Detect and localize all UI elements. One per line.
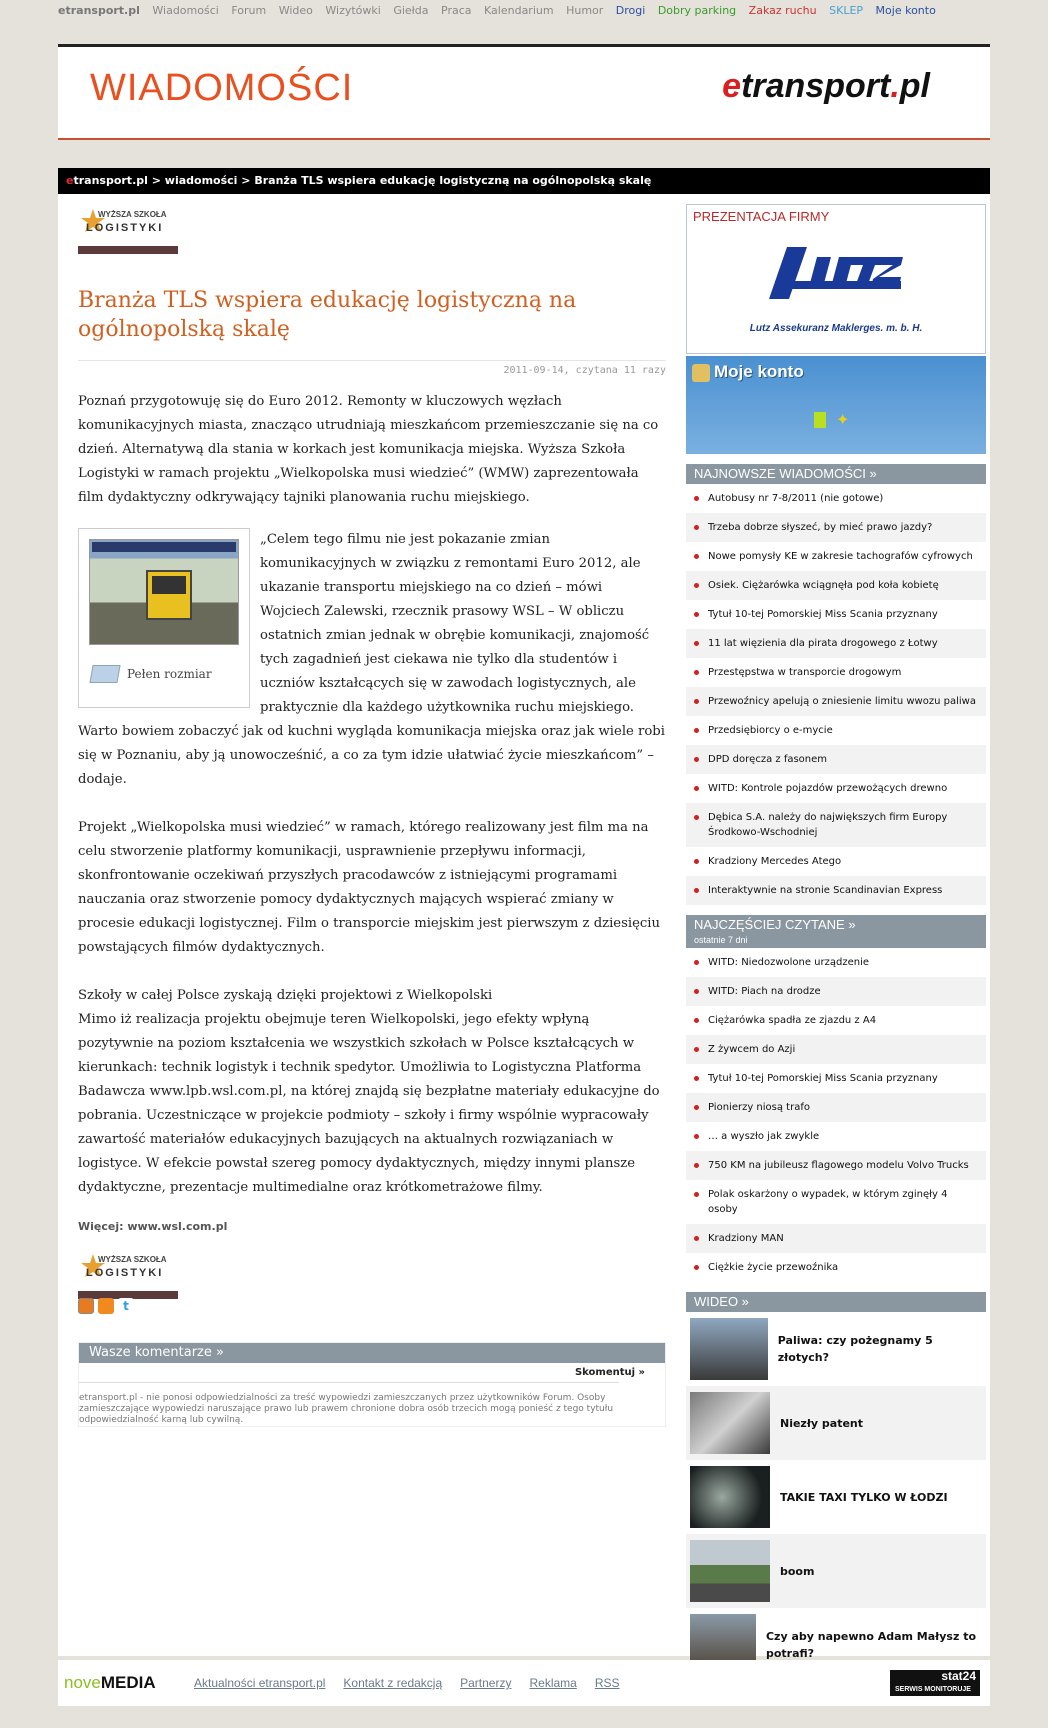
logo-dot: . (890, 67, 900, 105)
list-item[interactable]: Z żywcem do Azji (686, 1035, 986, 1064)
logo-e: e (722, 67, 742, 105)
topnav-humor[interactable]: Humor (566, 4, 604, 17)
list-item[interactable]: 11 lat więzienia dla pirata drogowego z Łotwy (686, 629, 986, 658)
video-item[interactable] (686, 1312, 986, 1386)
twitter-icon[interactable]: t (118, 1298, 134, 1314)
presentation-company: Lutz Assekuranz Maklerges. m. b. H. (749, 323, 923, 334)
enlarge-icon (89, 665, 120, 683)
video-title[interactable]: boom (780, 1564, 815, 1578)
comments-disclaimer: etransport.pl - nie ponosi odpowiedzialności za treść wypowiedzi zamieszczanych przez użytkowników Forum. Osoby zamieszczające wypowiedzi naruszające prawo lub prawem chronione dobra osób trzecich mogą ponieść z tego tytułu odpowiedzialność karną lub cywilną. (79, 1382, 619, 1426)
topnav-dobry-parking[interactable]: Dobry parking (657, 4, 737, 17)
section-title: WIADOMOŚCI (90, 67, 354, 109)
thumb-titlebar (92, 542, 236, 552)
share-icons (78, 1298, 134, 1314)
list-item[interactable]: Kradziony Mercedes Atego (686, 847, 986, 876)
more-url-link[interactable]: www.wsl.com.pl (127, 1220, 228, 1233)
topnav-zakaz-ruchu[interactable]: Zakaz ruchu (748, 4, 817, 17)
breadcrumb-current: Branża TLS wspiera edukację logistyczną na ogólnopolską skalę (254, 174, 652, 187)
video-header[interactable]: WIDEO » (686, 1292, 986, 1312)
video-title[interactable]: Czy aby napewno Adam Małysz to potrafi? (765, 1630, 977, 1660)
newest-news-header[interactable]: NAJNOWSZE WIADOMOŚCI » (686, 464, 986, 484)
bus-image-icon (146, 570, 192, 620)
wsl-logo-bottom[interactable] (78, 1253, 178, 1301)
logo-end: pl (899, 67, 930, 105)
video-item[interactable] (686, 1386, 986, 1460)
lutz-logo-icon (767, 247, 905, 307)
my-account-title: Moje konto (714, 362, 804, 381)
novemedia-logo[interactable] (64, 1673, 194, 1693)
breadcrumb-e: e (66, 174, 74, 187)
site-footer (58, 1660, 990, 1706)
main-content (58, 168, 990, 1660)
article-subhead: Szkoły w całej Polsce zyskają dzięki projektowi z Wielkopolski (78, 988, 493, 1003)
comments-section (78, 1342, 666, 1427)
breadcrumb-sep: > (151, 174, 161, 187)
list-item[interactable]: Interaktywnie na stronie Scandinavian Express (686, 876, 986, 905)
wsl-logo-bar (78, 246, 178, 254)
breadcrumb-section-link[interactable]: wiadomości (164, 174, 238, 187)
article-figure[interactable] (78, 528, 250, 708)
article (78, 208, 666, 1301)
site-header (58, 44, 990, 140)
video-item[interactable] (686, 1534, 986, 1608)
sidebar (686, 204, 986, 1682)
topnav-praca[interactable]: Praca (441, 4, 472, 17)
video-thumbnail[interactable] (690, 1540, 770, 1602)
topnav-brand-link[interactable]: etransport.pl (58, 4, 140, 17)
list-item[interactable]: WITD: Piach na drodze (686, 977, 986, 1006)
topnav-gielda[interactable]: Giełda (393, 4, 429, 17)
article-quote-block (78, 528, 666, 792)
list-item[interactable]: DPD doręcza z fasonem (686, 745, 986, 774)
list-item[interactable]: Trzeba dobrze słyszeć, by mieć prawo jazdy? (686, 513, 986, 542)
most-read-subtitle: ostatnie 7 dni (694, 935, 748, 945)
article-meta: 2011-09-14, czytana 11 razy (78, 360, 666, 376)
article-title: Branża TLS wspiera edukację logistyczną na ogólnopolską skalę (78, 288, 577, 342)
magic-wand-icon[interactable]: ✦ (836, 410, 850, 429)
topnav-moje-konto[interactable]: Moje konto (875, 4, 936, 17)
topnav-wizytowki[interactable]: Wizytówki (325, 4, 381, 17)
list-item[interactable]: Przedsiębiorcy o e-mycie (686, 716, 986, 745)
footer-link-rss[interactable]: RSS (594, 1676, 620, 1690)
full-size-link[interactable] (91, 665, 212, 683)
list-item[interactable]: Pionierzy niosą trafo (686, 1093, 986, 1122)
top-navigation (58, 0, 945, 22)
add-comment-link[interactable]: Skomentuj » (574, 1367, 645, 1378)
footer-link-kontakt[interactable]: Kontakt z redakcją (343, 1676, 443, 1690)
video-title[interactable]: Paliwa: czy pożegnamy 5 złotych? (777, 1334, 933, 1364)
list-item[interactable]: Polak oskarżony o wypadek, w którym zginęły 4 osoby (686, 1180, 986, 1224)
video-item[interactable] (686, 1460, 986, 1534)
footer-link-partnerzy[interactable]: Partnerzy (460, 1676, 512, 1690)
comments-header: Wasze komentarze » (79, 1343, 665, 1363)
wykop-icon[interactable] (78, 1298, 94, 1314)
video-title[interactable]: Niezły patent (780, 1416, 864, 1430)
most-read-title: NAJCZĘŚCIEJ CZYTANE » (694, 917, 856, 932)
list-item[interactable]: 750 KM na jubileusz flagowego modelu Volvo Trucks (686, 1151, 986, 1180)
figure-thumbnail[interactable] (89, 539, 239, 645)
list-item[interactable]: … a wyszło jak zwykle (686, 1122, 986, 1151)
video-title[interactable]: TAKIE TAXI TYLKO W ŁODZI (780, 1490, 948, 1504)
wsl-logo-line1: WYŻSZA SZKOŁA (98, 1255, 167, 1264)
more-info (78, 1220, 666, 1233)
list-item[interactable]: Autobusy nr 7-8/2011 (nie gotowe) (686, 484, 986, 513)
list-item[interactable]: Nowe pomysły KE w zakresie tachografów cyfrowych (686, 542, 986, 571)
breadcrumb-home-link[interactable]: transport.pl (73, 174, 148, 187)
wsl-logo-line1: WYŻSZA SZKOŁA (98, 210, 167, 219)
stat24-sub: SERWIS MONITORUJE (895, 1686, 971, 1693)
article-lead: Poznań przygotowuję się do Euro 2012. Remonty w kluczowych węzłach komunikacyjnych miasta, znacząco utrudniają mieszkańcom przemieszczanie się na co dzień. Alternatywą dla stania w korkach jest komunikacja miejska. Wyższa Szkoła Logistyki w ramach projektu „Wielkopolska musi wiedzieć” (WMW) zaprezentowała film dydaktyczny odkrywający tajniki planowania ruchu miejskiego. (78, 394, 659, 505)
list-item[interactable]: Tytuł 10-tej Pomorskiej Miss Scania przyznany (686, 600, 986, 629)
company-presentation[interactable] (686, 204, 986, 354)
key-icon[interactable] (814, 412, 826, 428)
rss-icon[interactable] (98, 1298, 114, 1314)
list-item[interactable]: Tytuł 10-tej Pomorskiej Miss Scania przyznany (686, 1064, 986, 1093)
footer-link-aktualnosci[interactable]: Aktualności etransport.pl (194, 1676, 326, 1690)
most-read-list (686, 948, 986, 1282)
list-item[interactable]: Przestępstwa w transporcie drogowym (686, 658, 986, 687)
list-item[interactable]: Ciężarówka spadła ze zjazdu z A4 (686, 1006, 986, 1035)
novemedia-logo-a: nove (64, 1673, 101, 1692)
most-read-header[interactable] (686, 915, 986, 948)
list-item[interactable]: Dębica S.A. należy do największych firm Europy Środkowo-Wschodniej (686, 803, 986, 847)
newest-news-list (686, 484, 986, 905)
topnav-sklep[interactable]: SKLEP (829, 4, 864, 17)
breadcrumb-sep: > (241, 174, 251, 187)
wsl-logo-line2: LOGISTYKI (86, 222, 164, 234)
article-paragraph-2: Projekt „Wielkopolska musi wiedzieć” w ramach, którego realizowany jest film ma na celu stworzenie platformy komunikacji, usprawnienie przepływu informacji, skonfrontowanie oczekiwań przyszłych pracodawców z istniejącymi programami nauczania oraz stworzenie pomocy dydaktycznych mających wspierać zmiany w procesie edukacji logistycznej. Film o transporcie miejskim jest pierwszym z dziesięciu powstających filmów dydaktycznych. (78, 820, 660, 955)
topnav-kalendarium[interactable]: Kalendarium (484, 4, 554, 17)
list-item[interactable]: WITD: Niedozwolone urządzenie (686, 948, 986, 977)
list-item[interactable]: Kradziony MAN (686, 1224, 986, 1253)
video-thumbnail[interactable] (690, 1392, 770, 1454)
breadcrumb (58, 168, 990, 194)
video-list (686, 1312, 986, 1682)
logo-mid: transport (741, 67, 891, 105)
article-paragraph-3: Mimo iż realizacja projektu obejmuje teren Wielkopolski, jego efekty wpłyną pozytywnie na poziom kształcenia we wszystkich szkołach w Polsce kształcących w kierunkach: technik logistyk i technik spedytor. Umożliwia to Logistyczna Platforma Badawcza www.lpb.wsl.com.pl, na której znajdą się bezpłatne materiały edukacyjne do pobrania. Uczestniczące w projekcie podmioty – szkoły i firmy wspólnie wypracowały zawartość materiałów edukacyjnych bazujących na aktualnych rozwiązaniach w logistyce. W efekcie powstał szereg pomocy dydaktycznych, między innymi plansze dydaktyczne, prezentacje multimedialne oraz krótkometrażowe filmy. (78, 1012, 660, 1195)
video-thumbnail[interactable] (690, 1318, 768, 1380)
topnav-wideo[interactable]: Wideo (278, 4, 313, 17)
wsl-logo-line2: LOGISTYKI (86, 1267, 164, 1279)
video-thumbnail[interactable] (690, 1466, 770, 1528)
my-account-box[interactable] (686, 356, 986, 454)
list-item[interactable]: Ciężkie życie przewoźnika (686, 1253, 986, 1282)
list-item[interactable]: WITD: Kontrole pojazdów przewożących drewno (686, 774, 986, 803)
list-item[interactable]: Osiek. Ciężarówka wciągnęła pod koła kobietę (686, 571, 986, 600)
footer-link-reklama[interactable]: Reklama (529, 1676, 577, 1690)
full-size-label: Pełen rozmiar (127, 667, 212, 681)
list-item[interactable]: Przewoźnicy apelują o zniesienie limitu wwozu paliwa (686, 687, 986, 716)
site-logo[interactable] (722, 67, 930, 106)
topnav-wiadomosci[interactable]: Wiadomości (152, 4, 219, 17)
novemedia-logo-b: MEDIA (100, 1673, 156, 1692)
article-quote: „Celem tego filmu nie jest pokazanie zmian komunikacyjnych w związku z remontami Euro 2012, ale ukazanie transportu miejskiego na co dzień – mówi Wojciech Zalewski, rzecznik prasowy WSL – W obliczu ostatnich zmian jednak w obrębie komunikacji, znajomość tych zagadnień jest ciekawa nie tylko dla studentów i uczniów kształcących się w zawodach logistycznych, ale praktycznie dla każdego użytkownika ruchu miejskiego. Warto bowiem zobaczyć jak od kuchni wygląda komunikacja miejska oraz jak wiele robi się w Poznaniu, aby ją unowocześnić, a co za tym idzie ułatwiać życie mieszkańcom” – dodaje. (78, 532, 665, 787)
presentation-title: PREZENTACJA FIRMY (693, 209, 830, 224)
topnav-drogi[interactable]: Drogi (615, 4, 646, 17)
stat24-label: stat24 (941, 1669, 976, 1683)
more-label: Więcej: (78, 1220, 124, 1233)
topnav-forum[interactable]: Forum (231, 4, 267, 17)
wsl-logo[interactable] (78, 208, 178, 256)
stat24-badge[interactable] (890, 1670, 980, 1696)
lock-icon (692, 364, 710, 382)
